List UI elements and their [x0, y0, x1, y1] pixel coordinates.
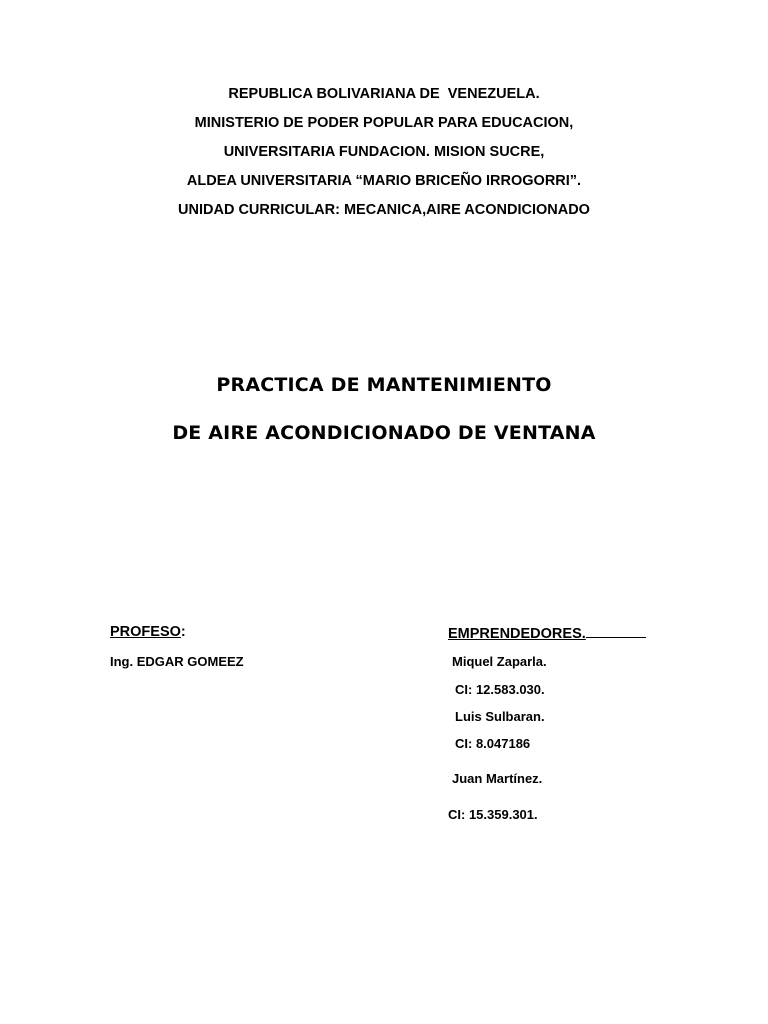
entrepreneurs-underline: [586, 624, 646, 638]
professor-label-colon: :: [180, 624, 186, 640]
entrepreneurs-label: EMPRENDEDORES.: [448, 626, 586, 642]
header-line-aldea: ALDEA UNIVERSITARIA “MARIO BRICEÑO IRROGORRI”.: [186, 173, 582, 189]
document-title-line-2: DE AIRE ACONDICIONADO DE VENTANA: [172, 422, 596, 444]
member-name: Luis Sulbaran.: [455, 709, 545, 724]
professor-heading: [110, 624, 186, 640]
member-ci: CI: 15.359.301.: [448, 807, 538, 822]
document-title-line-1: PRACTICA DE MANTENIMIENTO: [216, 374, 552, 396]
professor-label: PROFESO: [110, 624, 181, 640]
header-line-curricular-unit: UNIDAD CURRICULAR: MECANICA,AIRE ACONDICIONADO: [178, 202, 590, 218]
header-line-foundation: UNIVERSITARIA FUNDACION. MISION SUCRE,: [223, 144, 545, 160]
professor-name: Ing. EDGAR GOMEEZ: [110, 654, 244, 669]
member-ci: CI: 8.047186: [455, 736, 531, 751]
entrepreneurs-heading: [448, 624, 646, 642]
member-name: Miquel Zaparla.: [452, 654, 547, 669]
member-name: Juan Martínez.: [452, 771, 543, 786]
member-ci: CI: 12.583.030.: [455, 682, 545, 697]
header-line-ministry: MINISTERIO DE PODER POPULAR PARA EDUCACION,: [194, 115, 574, 131]
header-line-republic: REPUBLICA BOLIVARIANA DE VENEZUELA.: [228, 86, 540, 102]
